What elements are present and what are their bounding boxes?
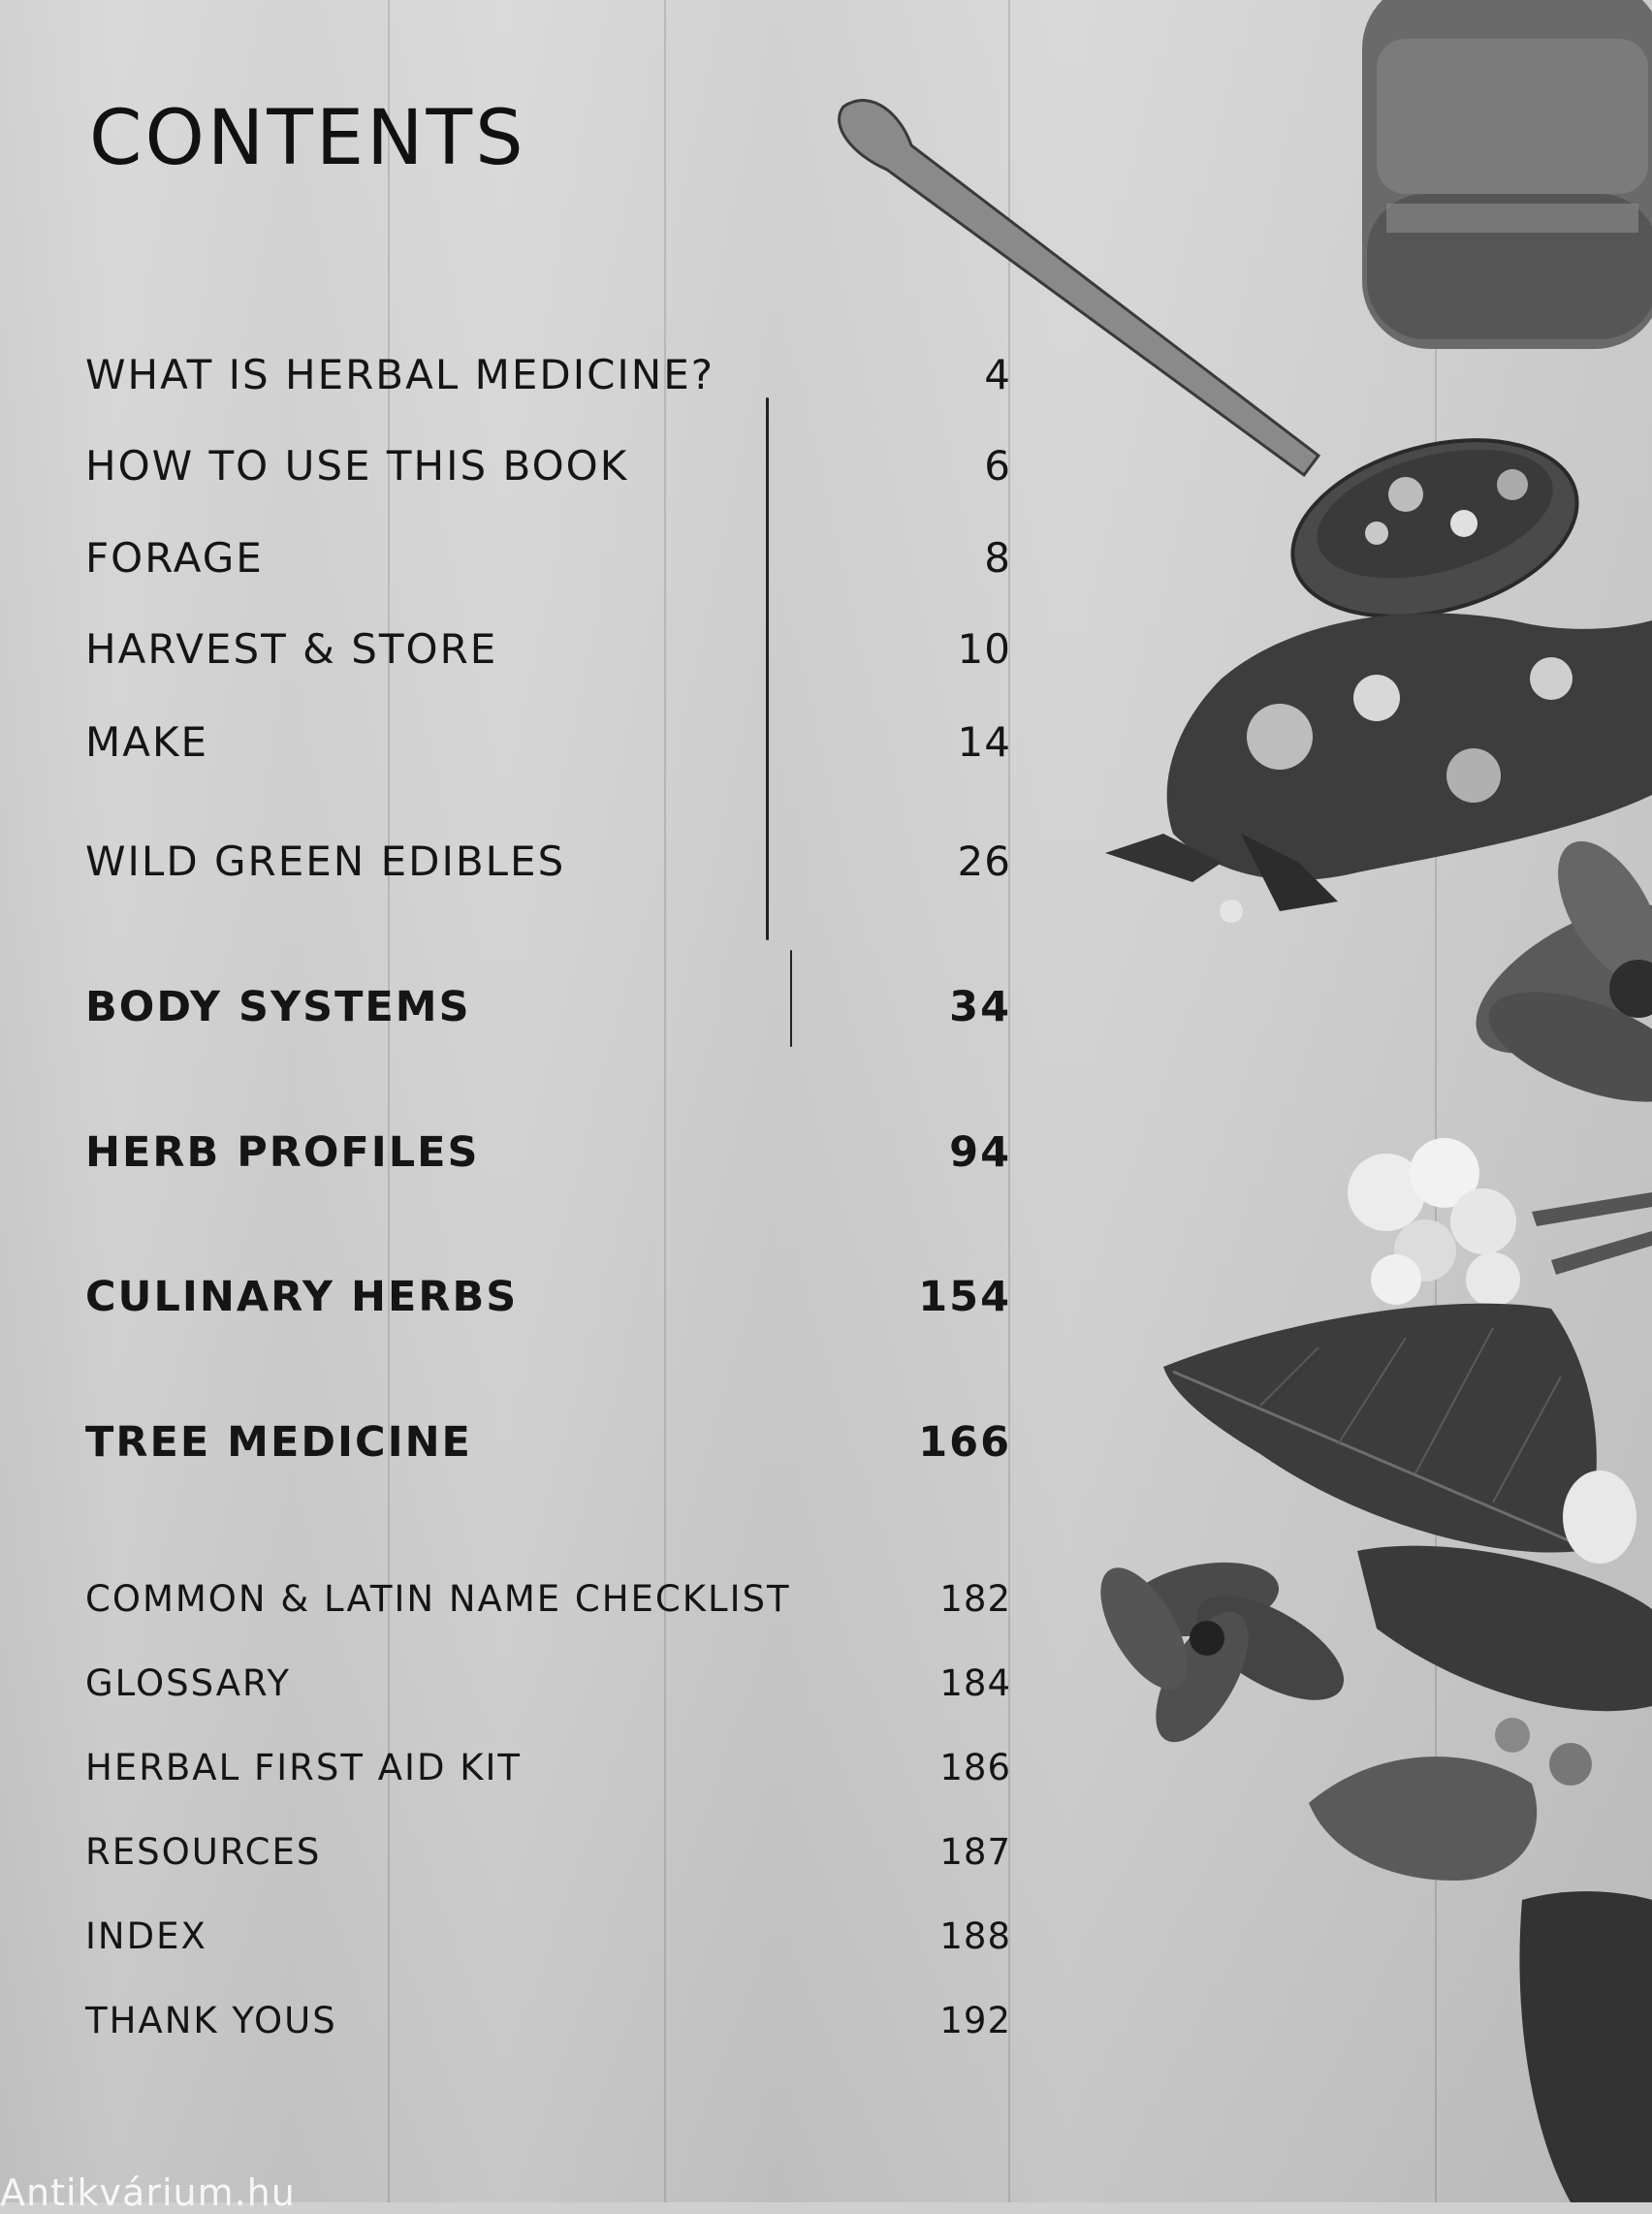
yarrow-icon [1348, 1138, 1652, 1307]
toc-entry [85, 1915, 1011, 1974]
mallow-leaves-icon [1309, 1471, 1652, 2202]
toc-entry-page: 184 [939, 1662, 1011, 1704]
toc-entry-label: GLOSSARY [85, 1662, 292, 1704]
toc-entry-label: WILD GREEN EDIBLES [85, 838, 566, 885]
toc-entry-page: 192 [939, 2000, 1011, 2041]
toc-entry [85, 1128, 1011, 1186]
toc-entry-label: INDEX [85, 1915, 207, 1957]
toc-entry [85, 625, 1011, 683]
toc-entry-label: HOW TO USE THIS BOOK [85, 442, 629, 490]
toc-entry-label: FORAGE [85, 534, 264, 582]
toc-entry-page: 188 [939, 1915, 1011, 1957]
toc-entry [85, 983, 1011, 1041]
toc-entry-label: HARVEST & STORE [85, 625, 498, 673]
toc-entry [85, 1662, 1011, 1721]
toc-entry [85, 351, 1011, 409]
toc-entry-page: 94 [949, 1128, 1011, 1177]
toc-entry-label: BODY SYSTEMS [85, 983, 471, 1031]
toc-entry-page: 6 [984, 442, 1011, 490]
toc-entry-label: WHAT IS HERBAL MEDICINE? [85, 351, 715, 398]
page-title: CONTENTS [89, 95, 526, 182]
toc-entry [85, 1418, 1011, 1476]
jar-icon [1362, 0, 1652, 349]
toc-entry [85, 1747, 1011, 1805]
leaf-icon [1163, 1304, 1597, 1553]
toc-entry-label: COMMON & LATIN NAME CHECKLIST [85, 1578, 791, 1620]
toc-entry-page: 26 [957, 838, 1011, 885]
toc-entry-label: RESOURCES [85, 1831, 322, 1873]
toc-entry-page: 182 [939, 1578, 1011, 1620]
toc-entry-page: 186 [939, 1747, 1011, 1788]
watermark: Antikvárium.hu [0, 2171, 296, 2214]
toc-entry [85, 1578, 1011, 1636]
mallow-flower-icon [1083, 1552, 1359, 1756]
toc-entry-page: 14 [957, 718, 1011, 766]
toc-entry-label: MAKE [85, 718, 209, 766]
toc-entry [85, 1273, 1011, 1331]
toc-entry-label: HERBAL FIRST AID KIT [85, 1747, 522, 1788]
toc-entry [85, 718, 1011, 776]
toc-entry [85, 534, 1011, 592]
toc-entry-page: 187 [939, 1831, 1011, 1873]
toc-entry-page: 166 [918, 1418, 1011, 1467]
toc-entry-page: 34 [949, 983, 1011, 1031]
toc-entry-label: TREE MEDICINE [85, 1418, 472, 1467]
toc-entry [85, 2000, 1011, 2058]
toc-entry [85, 442, 1011, 500]
toc-entry-label: HERB PROFILES [85, 1128, 480, 1177]
toc-entry-label: CULINARY HERBS [85, 1273, 519, 1321]
toc-entry-label: THANK YOUS [85, 2000, 337, 2041]
toc-entry [85, 1831, 1011, 1889]
toc-entry-page: 8 [984, 534, 1011, 582]
flower-icon [1453, 825, 1652, 1124]
toc-entry [85, 838, 1011, 896]
toc-entry-page: 10 [957, 625, 1011, 673]
toc-entry-page: 4 [984, 351, 1011, 398]
toc-entry-page: 154 [918, 1273, 1011, 1321]
